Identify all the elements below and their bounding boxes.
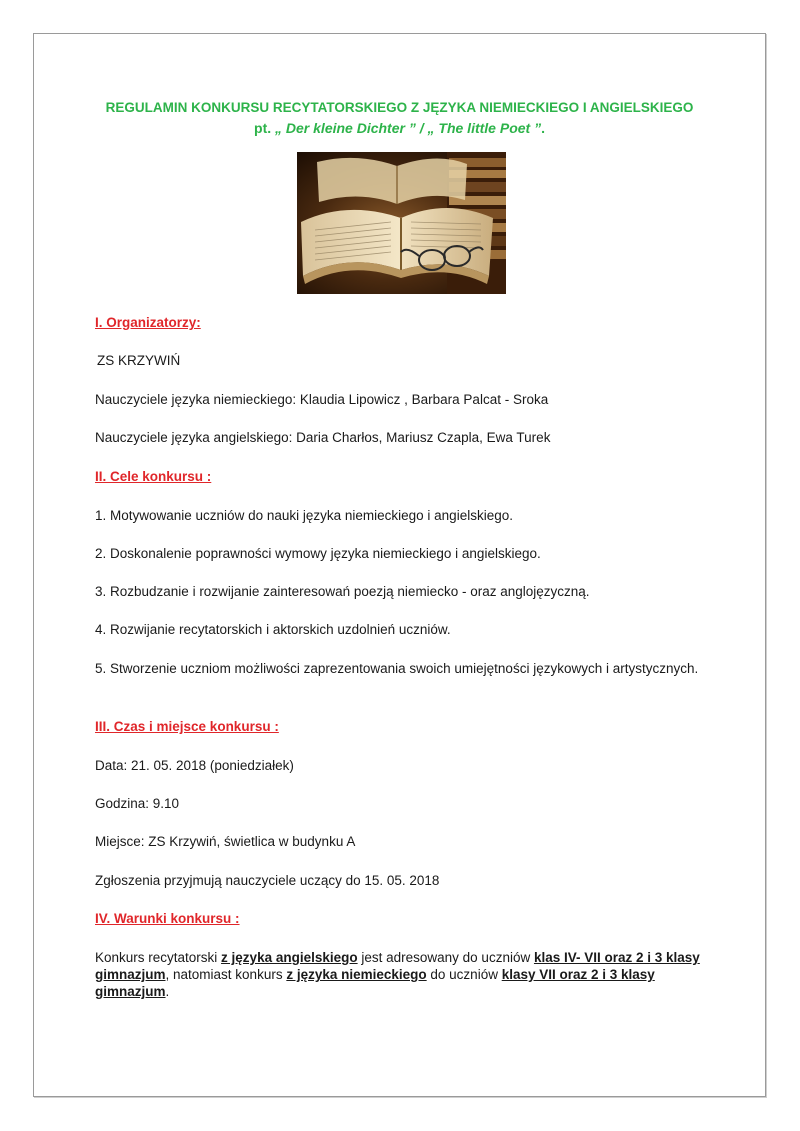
title-italic: „ Der kleine Dichter ” / „ The little Poet ” [275, 120, 542, 136]
goal-item: 2. Doskonalenie poprawności wymowy języka niemieckiego i angielskiego. [95, 546, 541, 561]
conditions-paragraph [95, 949, 705, 1000]
contest-place: Miejsce: ZS Krzywiń, świetlica w budynku A [95, 834, 356, 849]
english-classes-emphasis: klas IV- VII oraz 2 i 3 klasy gimnazjum [95, 950, 700, 982]
title-suffix: . [541, 120, 545, 136]
applications-deadline: Zgłoszenia przyjmują nauczyciele uczący do 15. 05. 2018 [95, 873, 440, 888]
contest-date: Data: 21. 05. 2018 (poniedziałek) [95, 758, 294, 773]
goal-item: 3. Rozbudzanie i rozwijanie zainteresowań poezją niemiecko - oraz anglojęzyczną. [95, 584, 590, 599]
open-books-and-glasses-photo [297, 152, 506, 294]
section-heading-time-place: III. Czas i miejsce konkursu : [95, 719, 279, 734]
section-heading-conditions: IV. Warunki konkursu : [95, 911, 240, 926]
organizer-school: ZS KRZYWIŃ [97, 353, 181, 368]
english-teachers: Nauczyciele języka angielskiego: Daria Charłos, Mariusz Czapla, Ewa Turek [95, 430, 551, 445]
goal-item: 4. Rozwijanie recytatorskich i aktorskich uzdolnień uczniów. [95, 622, 451, 637]
german-language-emphasis: z języka niemieckiego [286, 967, 427, 982]
title-line-2 [33, 118, 766, 138]
english-language-emphasis: z języka angielskiego [221, 950, 358, 965]
title-line-1: REGULAMIN KONKURSU RECYTATORSKIEGO Z JĘZYKA NIEMIECKIEGO I ANGIELSKIEGO [105, 100, 694, 115]
german-teachers: Nauczyciele języka niemieckiego: Klaudia Lipowicz , Barbara Palcat - Sroka [95, 392, 549, 407]
title-prefix: pt. [254, 120, 276, 136]
contest-time: Godzina: 9.10 [95, 796, 180, 811]
german-classes-emphasis: klasy VII oraz 2 i 3 klasy gimnazjum [95, 967, 655, 999]
conditions-text: , natomiast konkurs [165, 967, 287, 982]
conditions-text: jest adresowany do uczniów [357, 950, 534, 965]
document-title [33, 98, 766, 138]
conditions-text: . [165, 984, 170, 999]
section-heading-goals: II. Cele konkursu : [95, 469, 212, 484]
goal-item: 1. Motywowanie uczniów do nauki języka niemieckiego i angielskiego. [95, 508, 513, 523]
conditions-text: Konkurs recytatorski [95, 950, 222, 965]
goal-item: 5. Stworzenie uczniom możliwości zaprezentowania swoich umiejętności językowych i artystycznych. [95, 661, 699, 676]
section-heading-organizers: I. Organizatorzy: [95, 315, 201, 330]
conditions-text: do uczniów [426, 967, 502, 982]
